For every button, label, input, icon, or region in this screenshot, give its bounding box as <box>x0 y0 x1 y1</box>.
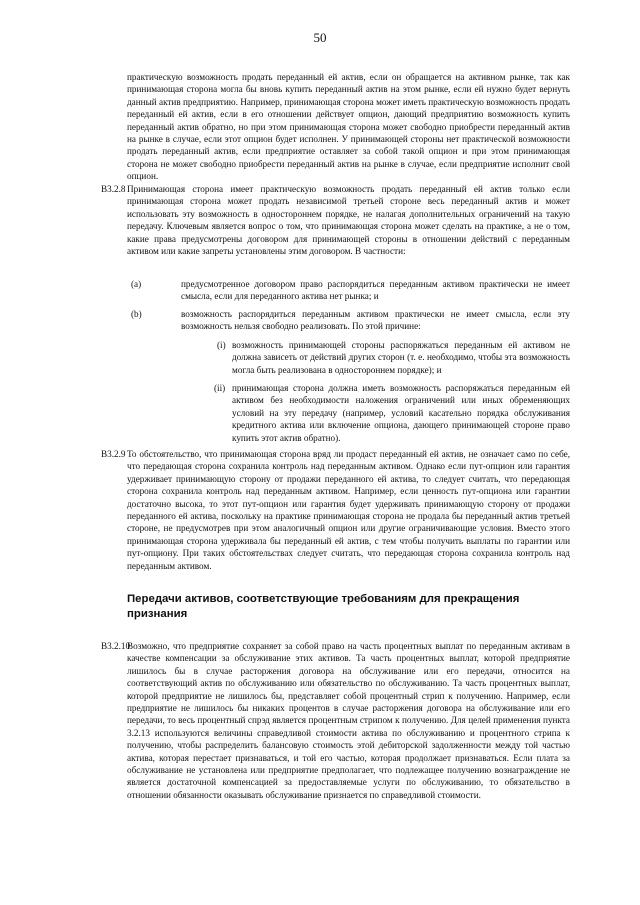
item-text-a: предусмотренное договором право распорядиться переданным активом практически не имеет смысла, если для переданного актива нет рынка; и <box>181 279 570 302</box>
item-label-b: (b) <box>131 309 142 319</box>
subitem-text-ii: принимающая сторона должна иметь возможность распоряжаться переданным ей активом без необходимости наложения ограничений или иных обременяющих условий на эту передачу (например, условий касательно порядка обслуживания кредитного актива или включение опциона, дающего принимающей стороне право купить этот актив обратно). <box>232 383 570 443</box>
paragraph-b3210: Возможно, что предприятие сохраняет за собой право на часть процентных выплат по переданным активам в качестве компенсации за обслуживание этих активов. Та часть процентных выплат, которой предприятие лишилось бы в случае расторжения договора на обслуживание или его передачи, относится на соответствующий актив по обслуживанию или обязательство по обслуживанию. Та часть процентных выплат, которой предприятие не лишилось бы, представляет собой процентный стрип к получению. Например, если предприятие не лишилось бы никаких процентов в случае расторжения договора на обслуживание или его передачи, то весь процентный спрэд является процентным стрипом к получению. Для целей применения пункта 3.2.13 используются величины справедливой стоимости актива по обслуживанию и процентного стрипа к получению, чтобы распределить балансовую стоимость этой дебиторской задолженности между той частью актива, которая перестает признаваться, и той его частью, которая продолжает признаваться. Если плата за обслуживание не установлена или предприятие предполагает, что подлежащее получению вознаграждение не является достаточной компенсацией за предоставляемые услуги по обслуживанию, то обязательство в отношении обязанности оказывать обслуживание признается по справедливой стоимости. <box>127 641 570 800</box>
subitem-text-i: возможность принимающей стороны распоряжаться переданным ей активом не должна зависеть от действий других сторон (т. е. необходимо, чтобы эта возможность могла быть реализована в одностороннем порядке); и <box>232 340 570 375</box>
subitem-label-i: (i) <box>217 340 226 350</box>
item-label-a: (a) <box>131 279 142 289</box>
page-number: 50 <box>313 30 327 45</box>
section-heading: Передачи активов, соответствующие требованиям для прекращения признания <box>127 593 520 620</box>
paragraph-number-b329: B3.2.9 <box>101 449 126 459</box>
paragraph-number-b328: B3.2.8 <box>101 184 126 194</box>
subitem-label-ii: (ii) <box>214 383 226 393</box>
paragraph-b328: Принимающая сторона имеет практическую возможность продать переданный ей актив только если принимающая сторона может продать независимой третьей стороне весь переданный актив и может использовать эту возможность в одностороннем порядке, не налагая дополнительных ограничений на такую передачу. Ключевым является вопрос о том, что принимающая сторона может сделать на практике, а не о том, какие права предусмотрены договором для принимающей стороны в отношении действий с переданным активом или какие запреты установлены этим договором. В частности: <box>127 184 570 257</box>
item-text-b: возможность распорядиться переданным активом практически не имеет смысла, если эту возможность нельзя свободно реализовать. По этой причине: <box>181 309 570 332</box>
paragraph-number-b3210: B3.2.10 <box>101 641 131 651</box>
intro-paragraph: практическую возможность продать переданный ей актив, если он обращается на активном рынке, так как принимающая сторона могла бы вновь купить переданный актив на этом рынке, если ей нужно будет вернуть данный актив предприятию. Например, принимающая сторона может иметь практическую возможность продать переданный ей актив, если в его отношении действует опцион, дающий предприятию возможность купить переданный актив обратно, но при этом принимающая сторона может свободно приобрести переданный актив на рынке в случае, если этот опцион будет исполнен. У принимающей стороны нет практической возможности продать переданный актив, если предприятие оставляет за собой такой опцион и при этом принимающая сторона не может свободно приобрести переданный актив на рынке в случае, если предприятие исполнит свой опцион. <box>127 72 570 182</box>
paragraph-b329: То обстоятельство, что принимающая сторона вряд ли продаст переданный ей актив, не означает само по себе, что передающая сторона сохранила контроль над переданным активом. Однако если пут-опцион или гарантия удерживает принимающую сторону от продажи переданного ей актива, то следует считать, что передающая сторона сохранила контроль над переданным активом. Например, если ценность пут-опциона или гарантии достаточно высока, то этот пут-опцион или гарантия будет удерживать принимающую сторону от продажи переданного ей актива, поскольку на практике принимающая сторона не продала бы переданный актив третьей стороне, не предусмотрев при этом аналогичный опцион или другие ограничивающие условия. Вместо этого принимающая сторона удерживала бы переданный ей актив, с тем чтобы получить выплаты по гарантии или пут-опциону. При таких обстоятельствах следует считать, что передающая сторона сохранила контроль над переданным активом. <box>127 449 570 571</box>
